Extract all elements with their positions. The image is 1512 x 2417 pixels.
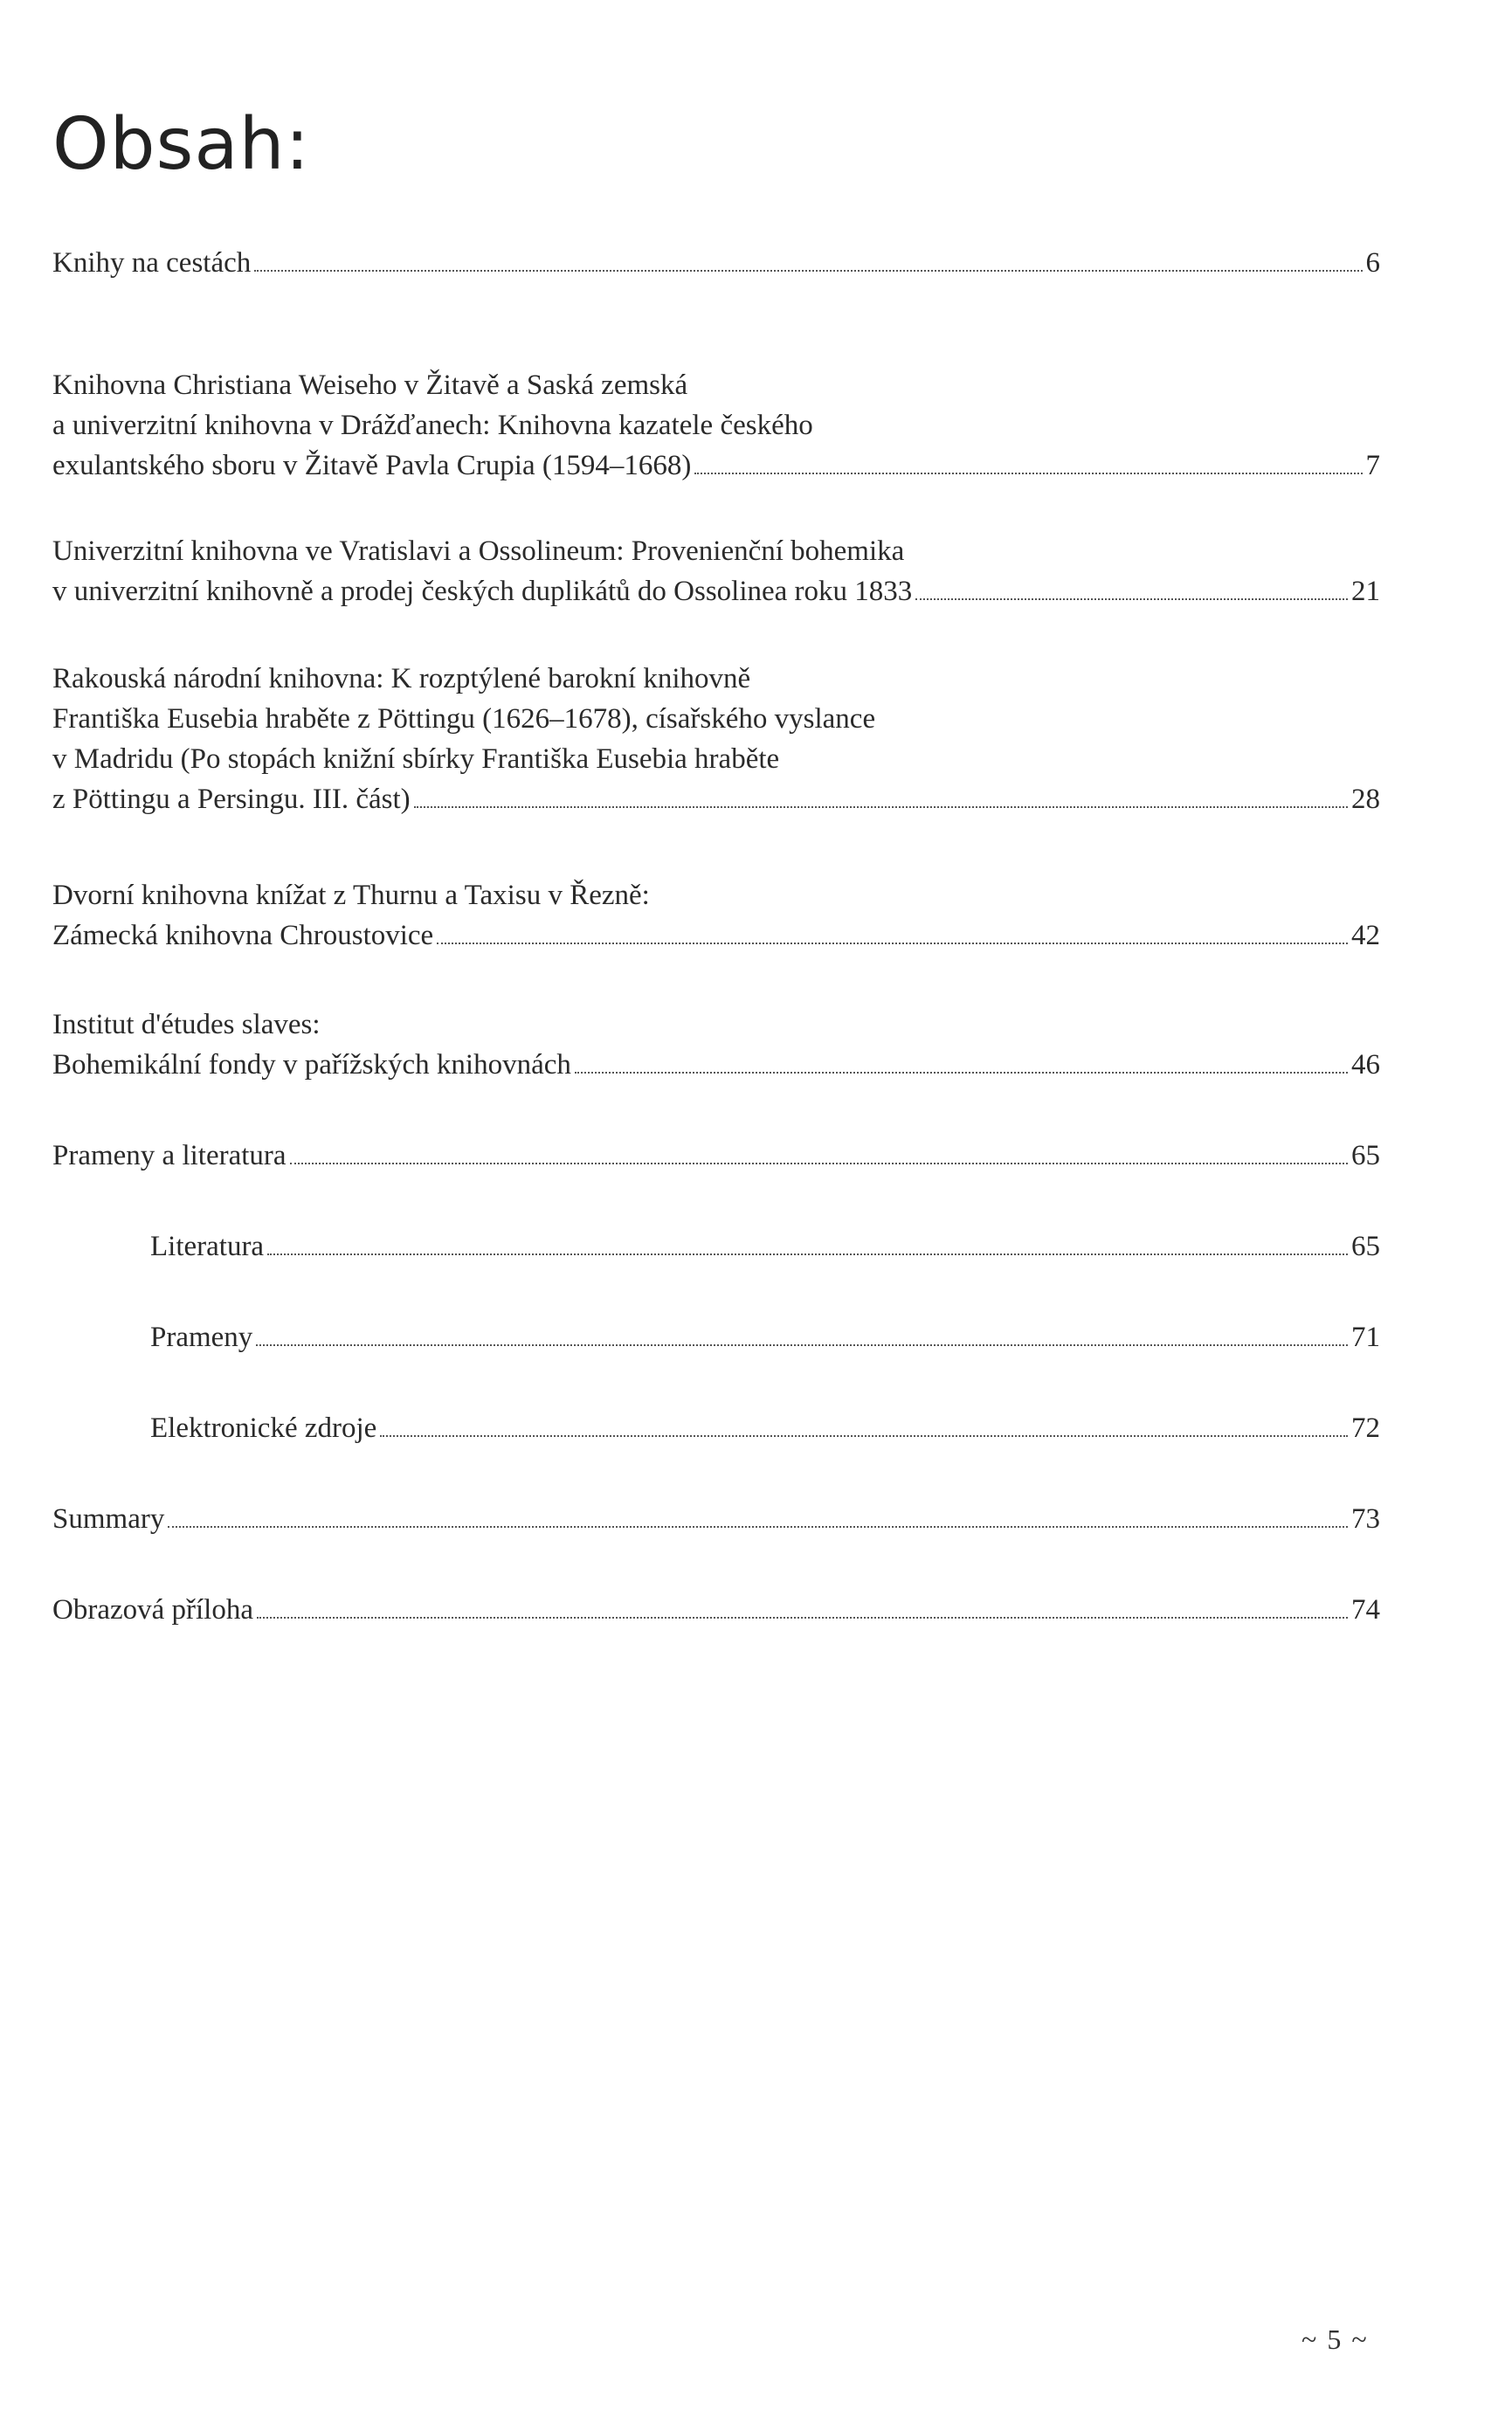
toc-entry-title: v Madridu (Po stopách knižní sbírky Františka Eusebia hraběte: [52, 743, 780, 775]
toc-entry-line: [52, 915, 1380, 956]
toc-entry-line: [52, 243, 1380, 283]
toc-entry-title: Obrazová příloha: [52, 1594, 253, 1626]
toc-entry-prameny-a-literatura: [52, 1136, 1380, 1176]
toc-entry-line: [52, 571, 1380, 611]
toc-entry-line: [150, 1317, 1380, 1357]
toc-page-number: 65: [1351, 1231, 1380, 1262]
dot-leader: [694, 472, 1362, 474]
toc-entry-line: [52, 1136, 1380, 1176]
toc-entry-thurn-taxis: [52, 875, 1380, 956]
toc-page-number: 21: [1351, 576, 1380, 607]
toc-entry-rakouska: [52, 659, 1380, 819]
toc-entry-title: v univerzitní knihovně a prodej českých duplikátů do Ossolinea roku 1833: [52, 576, 913, 607]
toc-entry-title: z Pöttingu a Persingu. III. část): [52, 784, 411, 815]
toc-entry-title: Univerzitní knihovna ve Vratislavi a Ossolineum: Provenienční bohemika: [52, 535, 905, 567]
toc-entry-title: a univerzitní knihovna v Drážďanech: Knihovna kazatele českého: [52, 410, 813, 441]
page-title: Obsah:: [52, 103, 311, 186]
dot-leader: [254, 269, 1362, 272]
dot-leader: [414, 805, 1348, 808]
dot-leader: [257, 1616, 1348, 1619]
toc-page-number: 65: [1351, 1140, 1380, 1171]
toc-entry-title: Literatura: [150, 1231, 265, 1262]
dot-leader: [168, 1525, 1348, 1528]
toc-page-number: 72: [1351, 1412, 1380, 1444]
toc-entry-title: Prameny: [150, 1322, 253, 1353]
toc-entry-title: Bohemikální fondy v pařížských knihovnách: [52, 1049, 571, 1081]
toc-entry-obrazova-priloha: [52, 1590, 1380, 1630]
toc-entry-elektronicke-zdroje: [150, 1408, 1380, 1448]
dot-leader: [290, 1162, 1348, 1164]
toc-entry-line: [52, 1499, 1380, 1539]
toc-page-number: 71: [1351, 1322, 1380, 1353]
toc-page-number: 7: [1365, 450, 1380, 481]
dot-leader: [915, 597, 1348, 600]
toc-page-number: 74: [1351, 1594, 1380, 1626]
toc-page-number: 28: [1351, 784, 1380, 815]
dot-leader: [437, 942, 1348, 944]
toc-entry-summary: [52, 1499, 1380, 1539]
toc-entry-line: [150, 1226, 1380, 1267]
toc-page-number: 6: [1365, 247, 1380, 279]
toc-page-number: 42: [1351, 920, 1380, 951]
toc-page-number: 46: [1351, 1049, 1380, 1081]
toc-entry-weise: [52, 365, 1380, 486]
toc-entry-prameny: [150, 1317, 1380, 1357]
toc-page-number: 73: [1351, 1503, 1380, 1535]
toc-entry-line: [52, 779, 1380, 819]
dot-leader: [267, 1253, 1348, 1255]
toc-entry-vratislav: [52, 531, 1380, 611]
toc-entry-title: Rakouská národní knihovna: K rozptýlené barokní knihovně: [52, 663, 751, 694]
toc-entry-line: [52, 1045, 1380, 1085]
toc-entry-title: exulantského sboru v Žitavě Pavla Crupia (1594–1668): [52, 450, 692, 481]
toc-entry-title: Institut d'études slaves:: [52, 1009, 321, 1040]
toc-entry-title: Františka Eusebia hraběte z Pöttingu (1626–1678), císařského vyslance: [52, 703, 876, 735]
dot-leader: [575, 1071, 1348, 1074]
toc-entry-literatura: [150, 1226, 1380, 1267]
dot-leader: [256, 1343, 1348, 1346]
toc-entry-title: Knihy na cestách: [52, 247, 252, 279]
toc-entry-title: Zámecká knihovna Chroustovice: [52, 920, 434, 951]
toc-entry-line: [150, 1408, 1380, 1448]
toc-entry-line: [52, 1590, 1380, 1630]
toc-entry-institut: [52, 1005, 1380, 1085]
page-number-footer: ~ 5 ~: [1301, 2324, 1369, 2355]
toc-entry-title: Prameny a literatura: [52, 1140, 287, 1171]
toc-entry-knihy-na-cestach: [52, 243, 1380, 283]
toc-entry-line: [52, 445, 1380, 486]
toc-entry-title: Dvorní knihovna knížat z Thurnu a Taxisu v Řezně:: [52, 880, 650, 911]
toc-entry-title: Elektronické zdroje: [150, 1412, 377, 1444]
toc-entry-title: Summary: [52, 1503, 165, 1535]
dot-leader: [380, 1434, 1348, 1437]
toc-entry-title: Knihovna Christiana Weiseho v Žitavě a Saská zemská: [52, 369, 688, 401]
